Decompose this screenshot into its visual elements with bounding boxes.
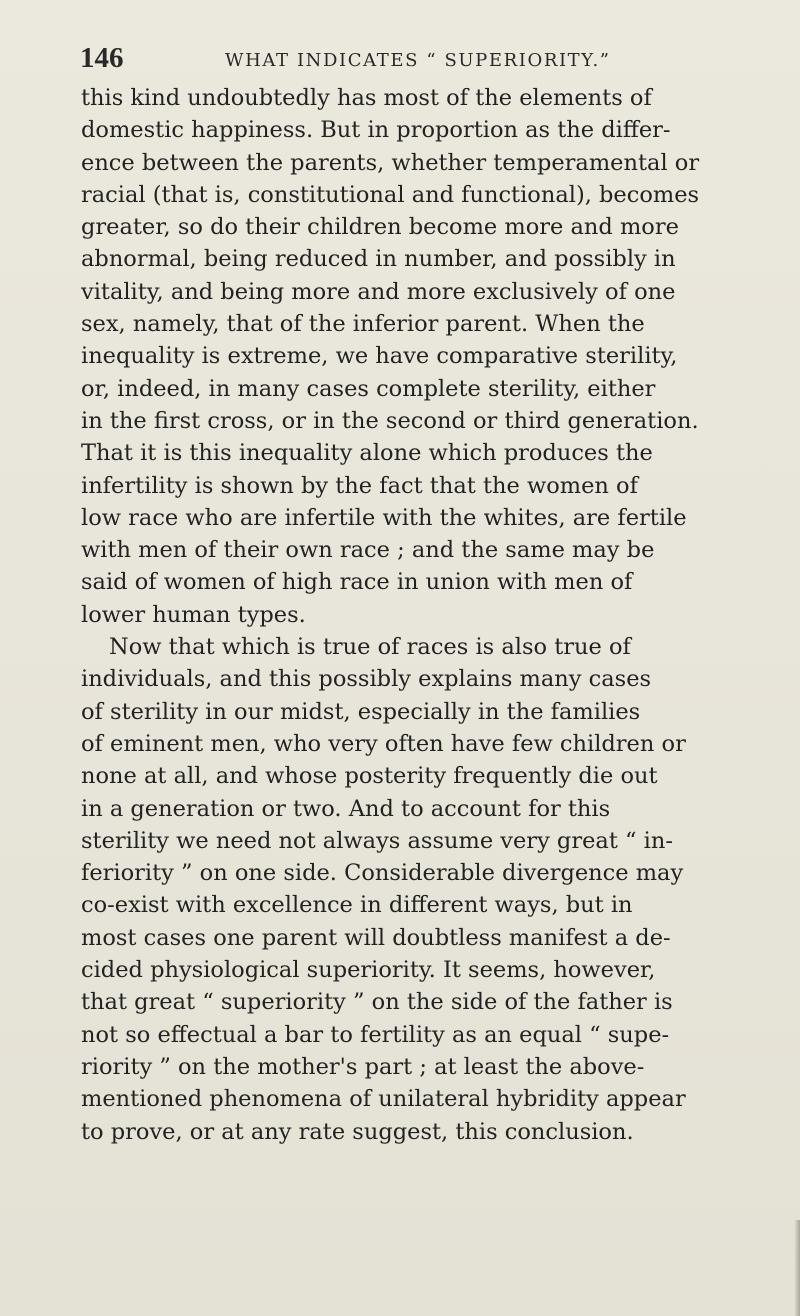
text-line: with men of their own race ; and the same may be <box>81 537 655 564</box>
text-line: sterility we need not always assume very great “ in- <box>81 827 673 854</box>
text-line: greater, so do their children become more and more <box>81 214 679 241</box>
text-line: lower human types. <box>81 601 306 628</box>
text-line: co-exist with excellence in different ways, but in <box>81 892 633 919</box>
text-line: this kind undoubtedly has most of the elements of <box>81 85 652 111</box>
text-line: infertility is shown by the fact that the women of <box>81 472 638 499</box>
text-line: not so effectual a bar to fertility as an equal “ supe- <box>81 1021 670 1048</box>
text-line: that great “ superiority ” on the side of the father is <box>81 989 673 1016</box>
text-line: low race who are infertile with the whites, are fertile <box>81 504 687 531</box>
running-head <box>0 30 800 90</box>
text-line: of eminent men, who very often have few children or <box>81 730 686 757</box>
text-line: feriority ” on one side. Considerable divergence may <box>81 860 684 887</box>
text-line: said of women of high race in union with men of <box>81 569 633 596</box>
text-line: mentioned phenomena of unilateral hybridity appear <box>81 1086 686 1113</box>
text-line: none at all, and whose posterity frequently die out <box>81 763 658 790</box>
text-line: sex, namely, that of the inferior parent. When the <box>81 311 645 338</box>
page-number: 146 <box>80 42 124 74</box>
text-line: inequality is extreme, we have comparative sterility, <box>81 343 678 370</box>
paragraph-start-line: Now that which is true of races is also true of <box>109 634 631 661</box>
text-line: or, indeed, in many cases complete sterility, either <box>81 375 656 402</box>
text-line: vitality, and being more and more exclusively of one <box>81 278 676 305</box>
text-line: racial (that is, constitutional and functional), becomes <box>81 181 700 208</box>
text-line: to prove, or at any rate suggest, this conclusion. <box>81 1118 634 1145</box>
text-line: riority ” on the mother's part ; at least the above- <box>81 1053 645 1080</box>
running-title: WHAT INDICATES “ SUPERIORITY.” <box>225 50 611 71</box>
text-line: domestic happiness. But in proportion as the differ- <box>81 117 671 144</box>
body-text <box>81 82 751 1148</box>
text-line: abnormal, being reduced in number, and possibly in <box>81 246 676 273</box>
text-line: individuals, and this possibly explains many cases <box>81 666 652 693</box>
text-line: ence between the parents, whether temperamental or <box>81 149 700 176</box>
text-line: in the first cross, or in the second or third generation. <box>81 407 699 434</box>
text-line: in a generation or two. And to account for this <box>81 795 611 822</box>
page-edge-shadow <box>794 1220 800 1316</box>
text-line: of sterility in our midst, especially in the families <box>81 698 641 725</box>
text-line: cided physiological superiority. It seems, however, <box>81 957 656 984</box>
text-line: That it is this inequality alone which produces the <box>81 440 653 467</box>
text-line: most cases one parent will doubtless manifest a de- <box>81 924 671 951</box>
